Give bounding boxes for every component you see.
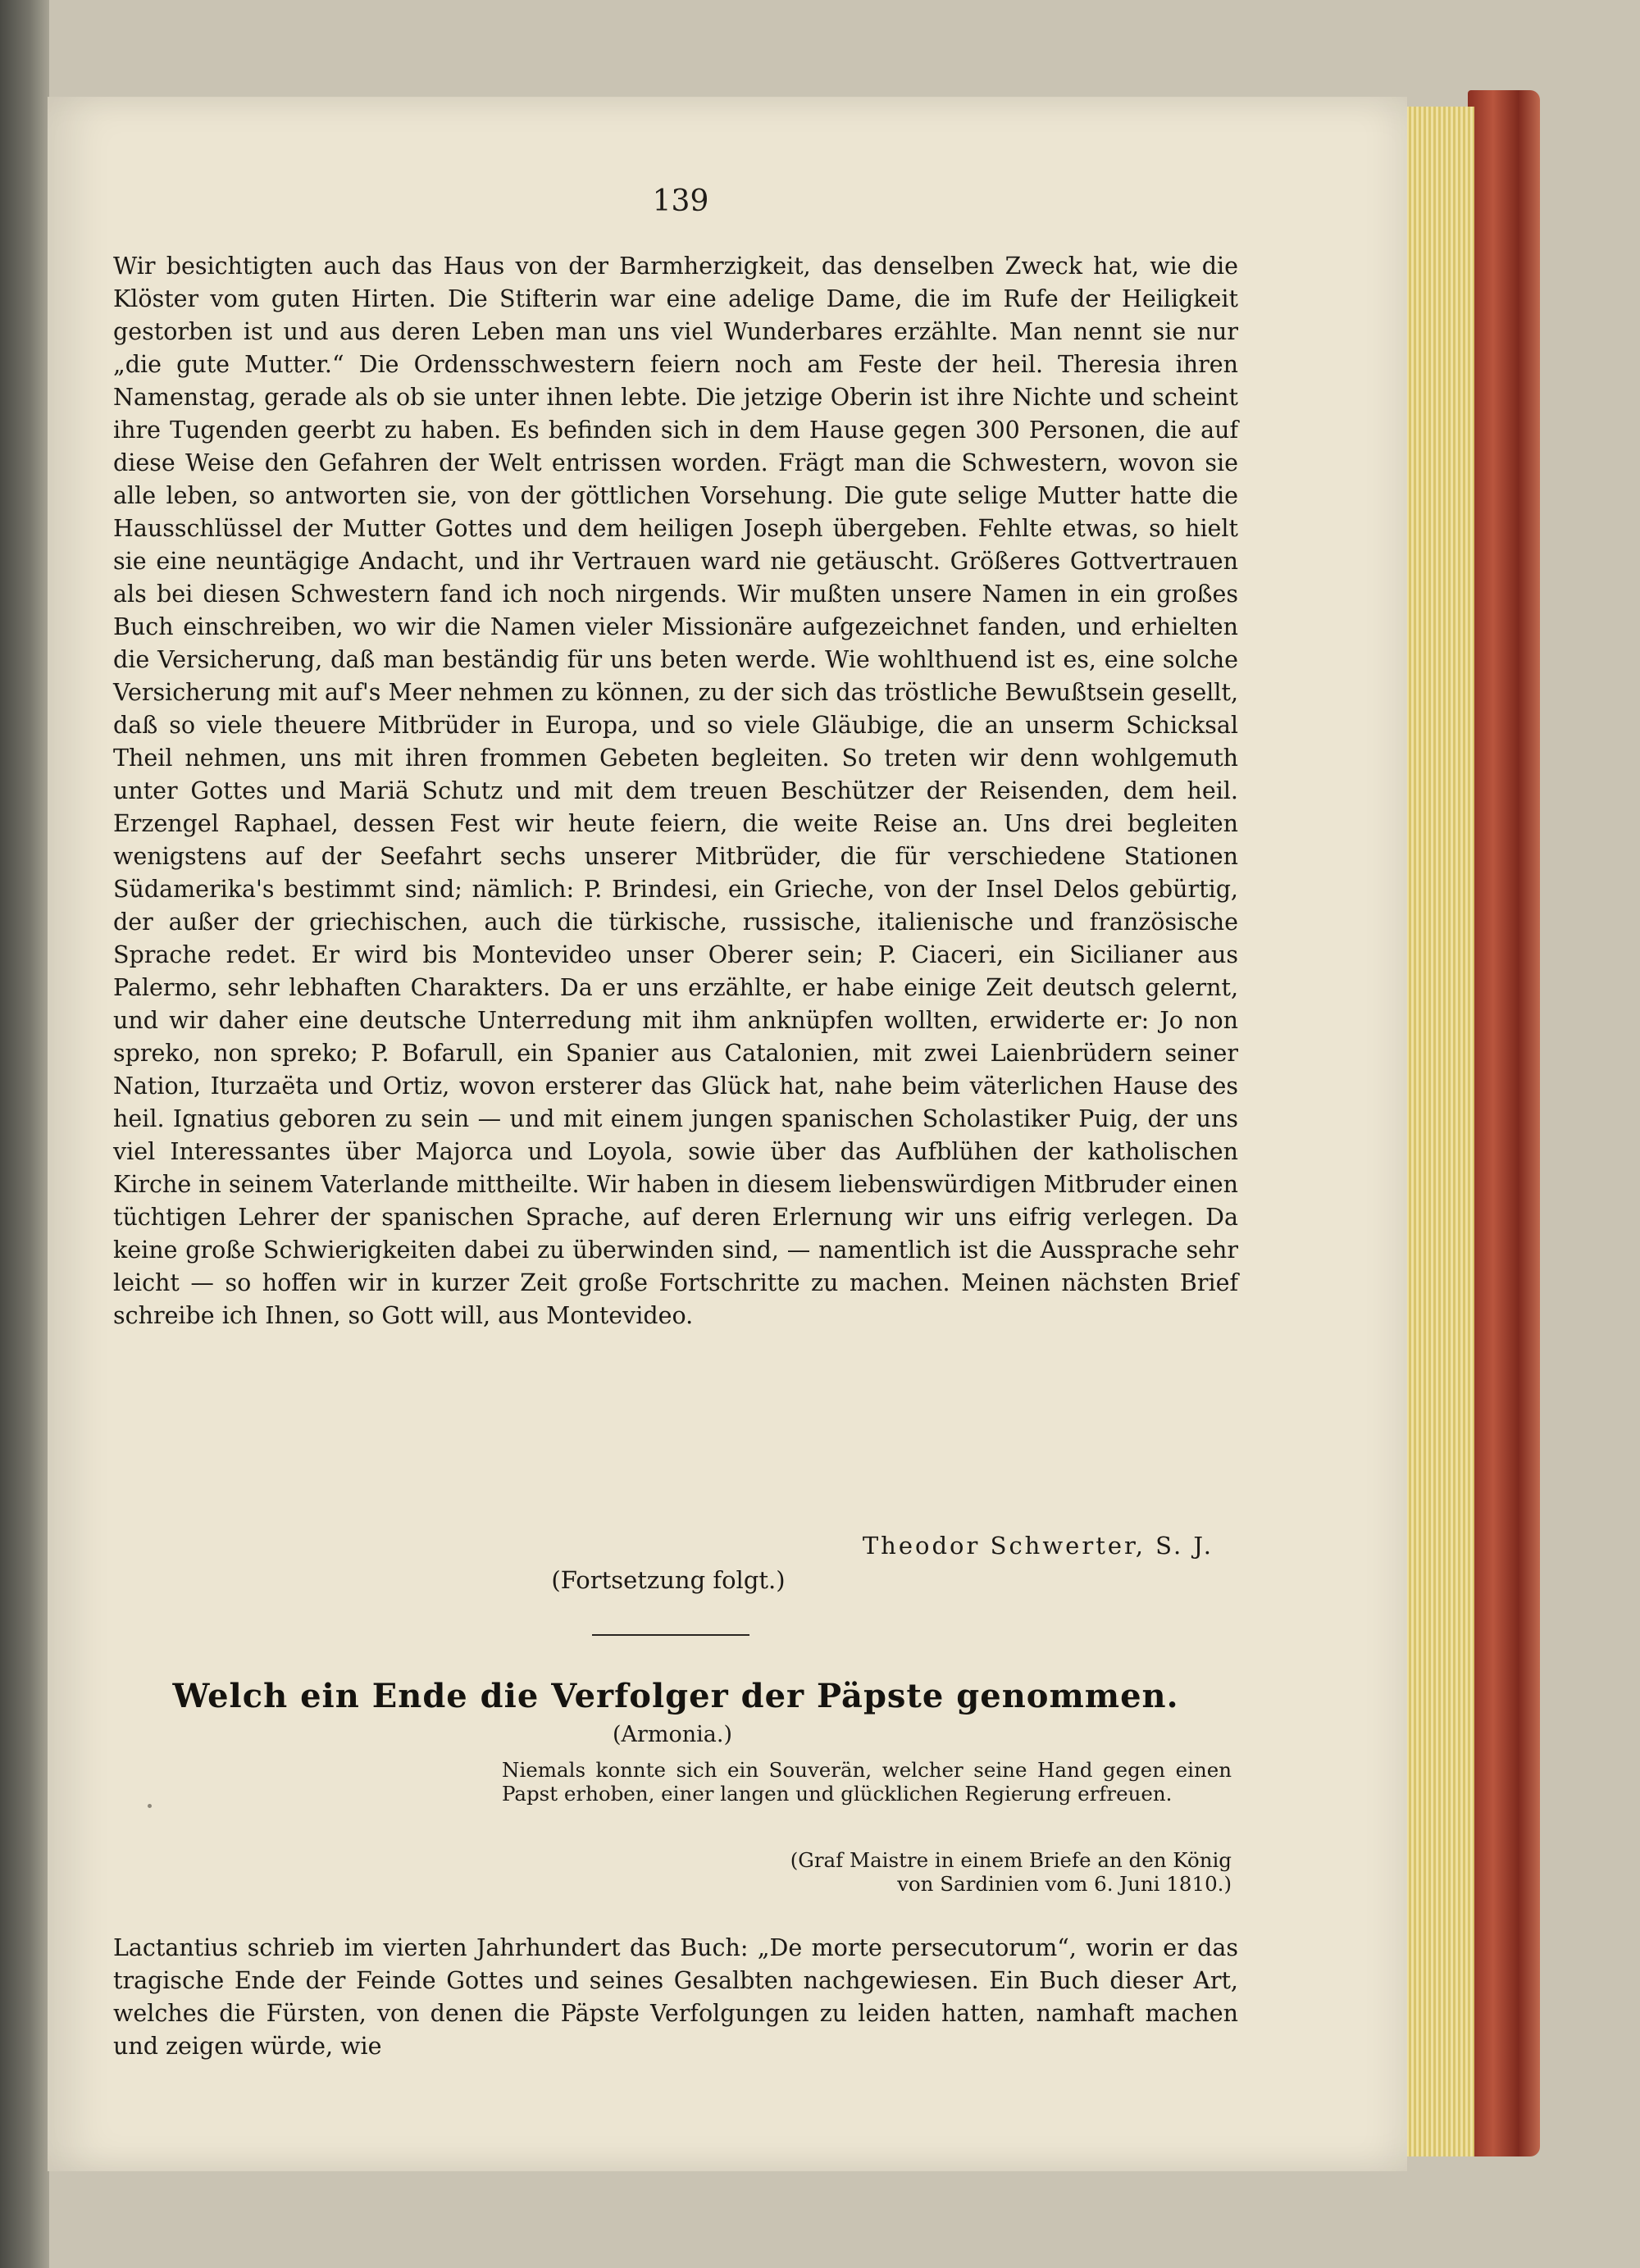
epigraph-attribution: (Graf Maistre in einem Briefe an den König von Sardinien vom 6. Juni 1810.) [790,1848,1232,1896]
letter-signature: Theodor Schwerter, S. J. [862,1532,1214,1560]
article-source: (Armonia.) [612,1722,733,1747]
book-board-right [1468,90,1540,2156]
paper-speck [148,1804,152,1808]
letter-body-paragraph: Wir besichtigten auch das Haus von der Barmherzigkeit, das denselben Zweck hat, wie die Klöster vom guten Hirten. Die Stifterin war eine adelige Dame, die im Rufe der Heiligkeit gestorben ist und aus deren Leben man uns viel Wunderbares erzählte. Man nennt sie nur „die gute Mutter.“ Die Ordensschwestern feiern noch am Feste der heil. Theresia ihren Namenstag, gerade als ob sie unter ihnen lebte. Die jetzige Oberin ist ihre Nichte und scheint ihre Tugenden geerbt zu haben. Es befinden sich in dem Hause gegen 300 Personen, die auf diese Weise den Gefahren der Welt entrissen worden. Frägt man die Schwestern, wovon sie alle leben, so antworten sie, von der göttlichen Vorsehung. Die gute selige Mutter hatte die Hausschlüssel der Mutter Gottes und dem heiligen Joseph übergeben. Fehlte etwas, so hielt sie eine neuntägige Andacht, und ihr Vertrauen ward nie getäuscht. Größeres Gottvertrauen als bei diesen Schwestern fand ich noch nirgends. Wir mußten unsere Namen in ein großes Buch einschreiben, wo wir die Namen vieler Missionäre aufgezeichnet fanden, und erhielten die Versicherung, daß man beständig für uns beten werde. Wie wohlthuend ist es, eine solche Versicherung mit auf's Meer nehmen zu können, zu der sich das tröstliche Bewußtsein gesellt, daß so viele theuere Mitbrüder in Europa, und so viele Gläubige, die an unserm Schicksal Theil nehmen, uns mit ihren frommen Gebeten begleiten. So treten wir denn wohlgemuth unter Gottes und Mariä Schutz und mit dem treuen Beschützer der Reisenden, dem heil. Erzengel Raphael, dessen Fest wir heute feiern, die weite Reise an. Uns drei begleiten wenigstens auf der Seefahrt sechs unserer Mitbrüder, die für verschiedene Stationen Südamerika's bestimmt sind; nämlich: P. Brindesi, ein Grieche, von der Insel Delos gebürtig, der außer der griechischen, auch die türkische, russische, italienische und französische Sprache redet. Er wird bis Montevideo unser Oberer sein; P. Ciaceri, ein Sicilianer aus Palermo, sehr lebhaften Charakters. Da er uns erzählte, er habe einige Zeit deutsch gelernt, und wir daher eine deutsche Unterredung mit ihm anknüpfen wollten, erwiderte er: Jo non spreko, non spreko; P. Bofarull, ein Spanier aus Catalonien, mit zwei Laienbrüdern seiner Nation, Iturzaëta und Ortiz, wovon ersterer das Glück hat, nahe beim väterlichen Hause des heil. Ignatius geboren zu sein — und mit einem jungen spanischen Scholastiker Puig, der uns viel Interessantes über Majorca und Loyola, sowie über das Aufblühen der katholischen Kirche in seinem Vaterlande mittheilte. Wir haben in diesem liebenswürdigen Mitbruder einen tüchtigen Lehrer der spanischen Sprache, auf deren Erlernung wir uns eifrig verlegen. Da keine große Schwierigkeiten dabei zu überwinden sind, — namentlich ist die Aussprache sehr leicht — so hoffen wir in kurzer Zeit große Fortschritte zu machen. Meinen nächsten Brief schreibe ich Ihnen, so Gott will, aus Montevideo. [113,253,1238,1329]
article-body-paragraph: Lactantius schrieb im vierten Jahrhundert das Buch: „De morte persecutorum“, worin er das tragische Ende der Feinde Gottes und seines Gesalbten nachgewiesen. Ein Buch dieser Art, welches die Fürsten, von denen die Päpste Verfolgungen zu leiden hatten, namhaft machen und zeigen würde, wie [113,1933,1238,2060]
article-title: Welch ein Ende die Verfolger der Päpste genommen. [172,1677,1179,1715]
book-cover-left [0,0,49,2268]
section-divider [592,1634,749,1636]
page-number: 139 [652,184,709,218]
epigraph-quote: Niemals konnte sich ein Souverän, welcher seine Hand gegen einen Papst erhoben, einer langen und glücklichen Regierung erfreuen. [502,1758,1232,1806]
continuation-note: (Fortsetzung folgt.) [551,1566,786,1594]
